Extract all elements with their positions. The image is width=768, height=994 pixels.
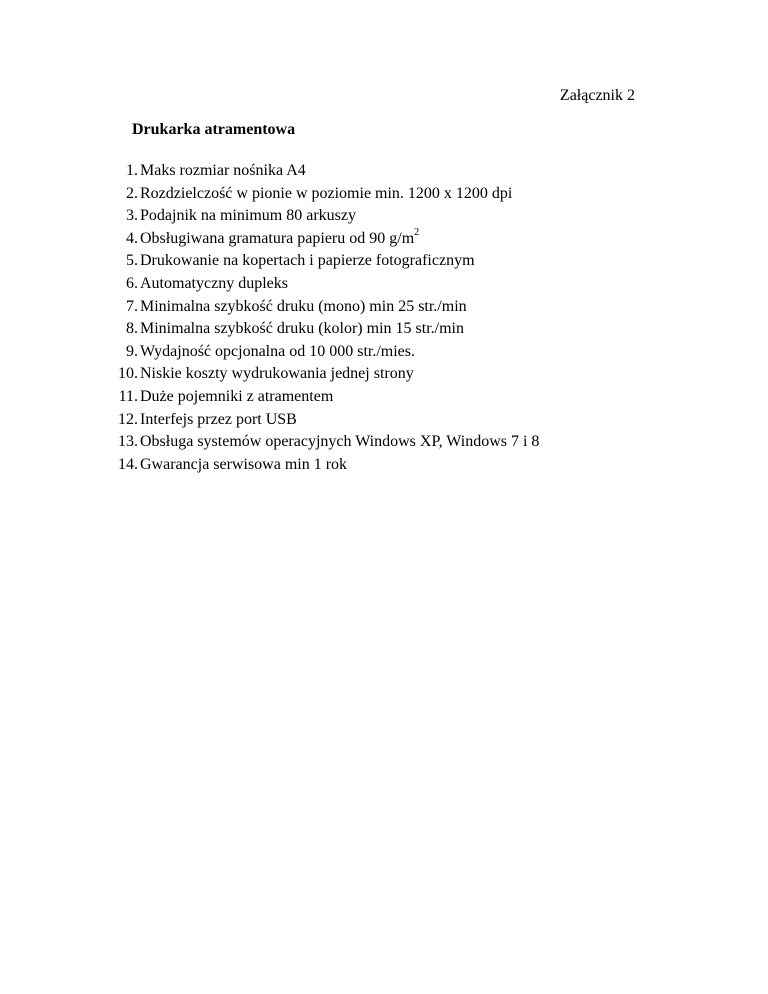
list-item <box>112 363 414 386</box>
list-item-text: Interfejs przez port USB <box>140 410 297 428</box>
superscript: 2 <box>414 227 420 239</box>
list-item-text: Maks rozmiar nośnika A4 <box>140 162 306 179</box>
list-item <box>112 296 467 319</box>
list-item <box>112 205 356 228</box>
list-item-number: 4. <box>126 229 138 247</box>
list-item-text: Podajnik na minimum 80 arkuszy <box>140 207 356 225</box>
list-item-text: Duże pojemniki z atramentem <box>140 387 334 405</box>
attachment-label: Załącznik 2 <box>559 87 635 104</box>
list-item-number: 3. <box>126 207 138 225</box>
list-item-number: 11. <box>118 387 138 405</box>
list-item <box>112 409 297 432</box>
list-item-number: 12. <box>118 410 138 428</box>
list-item-text: Obsługiwana gramatura papieru od 90 g/m <box>140 229 415 247</box>
list-item-number: 1. <box>126 162 138 179</box>
list-item-text: Gwarancja serwisowa min 1 rok <box>140 455 348 473</box>
list-item-text: Drukowanie na kopertach i papierze fotograficznym <box>140 252 475 270</box>
list-item-number: 14. <box>118 455 138 473</box>
list-item-number: 13. <box>118 433 138 451</box>
list-item-number: 7. <box>126 297 138 315</box>
list-item-text: Niskie koszty wydrukowania jednej strony <box>140 365 414 383</box>
list-item-number: 9. <box>126 342 138 360</box>
list-item <box>112 273 288 296</box>
list-item-text: Rozdzielczość w pionie w poziomie min. 1200 x 1200 dpi <box>140 184 513 202</box>
list-item-number: 10. <box>118 365 138 383</box>
spec-list <box>112 160 540 476</box>
document-title: Drukarka atramentowa <box>132 121 296 138</box>
list-item-number: 5. <box>126 252 138 270</box>
list-item <box>112 318 464 341</box>
list-item <box>112 227 420 251</box>
list-item-number: 8. <box>126 320 138 338</box>
list-item <box>112 431 540 454</box>
list-item-text: Wydajność opcjonalna od 10 000 str./mies. <box>140 342 415 360</box>
list-item-text-wrapper <box>140 228 419 251</box>
list-item <box>112 454 348 477</box>
list-item <box>112 250 475 273</box>
list-item-number: 6. <box>126 274 138 292</box>
list-item <box>112 160 306 183</box>
list-item <box>112 341 415 364</box>
list-item-text: Minimalna szybkość druku (mono) min 25 str./min <box>140 297 467 315</box>
list-item-text: Minimalna szybkość druku (kolor) min 15 str./min <box>140 320 464 338</box>
list-item <box>112 386 334 409</box>
list-item-text: Obsługa systemów operacyjnych Windows XP, Windows 7 i 8 <box>140 433 540 451</box>
list-item-number: 2. <box>126 184 138 202</box>
list-item-text: Automatyczny dupleks <box>140 274 288 292</box>
list-item <box>112 183 513 206</box>
